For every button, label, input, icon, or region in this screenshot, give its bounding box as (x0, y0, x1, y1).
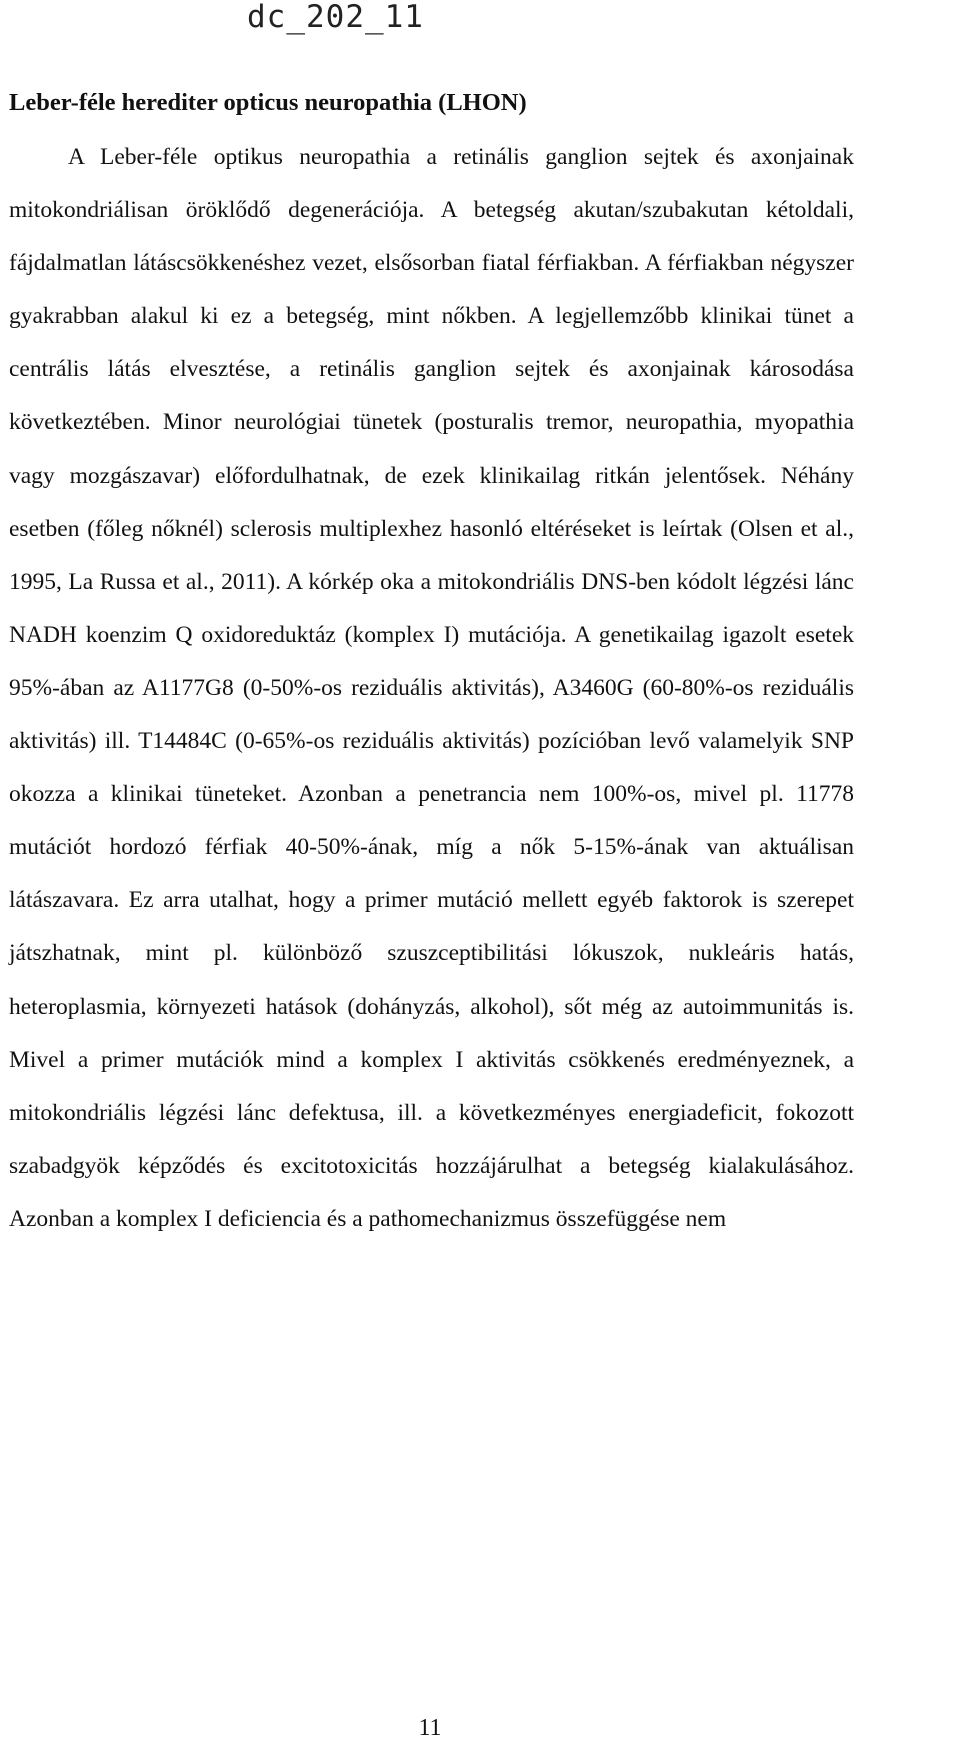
section-heading: Leber-féle herediter opticus neuropathia (LHON) (9, 89, 527, 116)
body-paragraph: A Leber-féle optikus neuropathia a retinális ganglion sejtek és axonjainak mitokondriálisan öröklődő degenerációja. A betegség akutan/szubakutan kétoldali, fájdalmatlan látáscsökkenéshez vezet, elsősorban fiatal férfiakban. A férfiakban négyszer gyakrabban alakul ki ez a betegség, mint nőkben. A legjellemzőbb klinikai tünet a centrális látás elvesztése, a retinális ganglion sejtek és axonjainak károsodása következtében. Minor neurológiai tünetek (posturalis tremor, neuropathia, myopathia vagy mozgászavar) előfordulhatnak, de ezek klinikailag ritkán jelentősek. Néhány esetben (főleg nőknél) sclerosis multiplexhez hasonló eltéréseket is leírtak (Olsen et al., 1995, La Russa et al., 2011). A kórkép oka a mitokondriális DNS-ben kódolt légzési lánc NADH koenzim Q oxidoreduktáz (komplex I) mutációja. A genetikailag igazolt esetek 95%-ában az A1177G8 (0-50%-os reziduális aktivitás), A3460G (60-80%-os reziduális aktivitás) ill. T14484C (0-65%-os reziduális aktivitás) pozícióban levő valamelyik SNP okozza a klinikai tüneteket. Azonban a penetrancia nem 100%-os, mivel pl. 11778 mutációt hordozó férfiak 40-50%-ának, míg a nők 5-15%-ának van aktuálisan látászavara. Ez arra utalhat, hogy a primer mutáció mellett egyéb faktorok is szerepet játszhatnak, mint pl. különböző szuszceptibilitási lókuszok, nukleáris hatás, heteroplasmia, környezeti hatások (dohányzás, alkohol), sőt még az autoimmunitás is. Mivel a primer mutációk mind a komplex I aktivitás csökkenés eredményeznek, a mitokondriális légzési lánc defektusa, ill. a következményes energiadeficit, fokozott szabadgyök képződés és excitotoxicitás hozzájárulhat a betegség kialakulásához. Azonban a komplex I deficiencia és a pathomechanizmus összefüggése nem (9, 144, 854, 1232)
document-id-header: dc_202_11 (247, 0, 424, 35)
page-number: 11 (418, 1715, 442, 1741)
